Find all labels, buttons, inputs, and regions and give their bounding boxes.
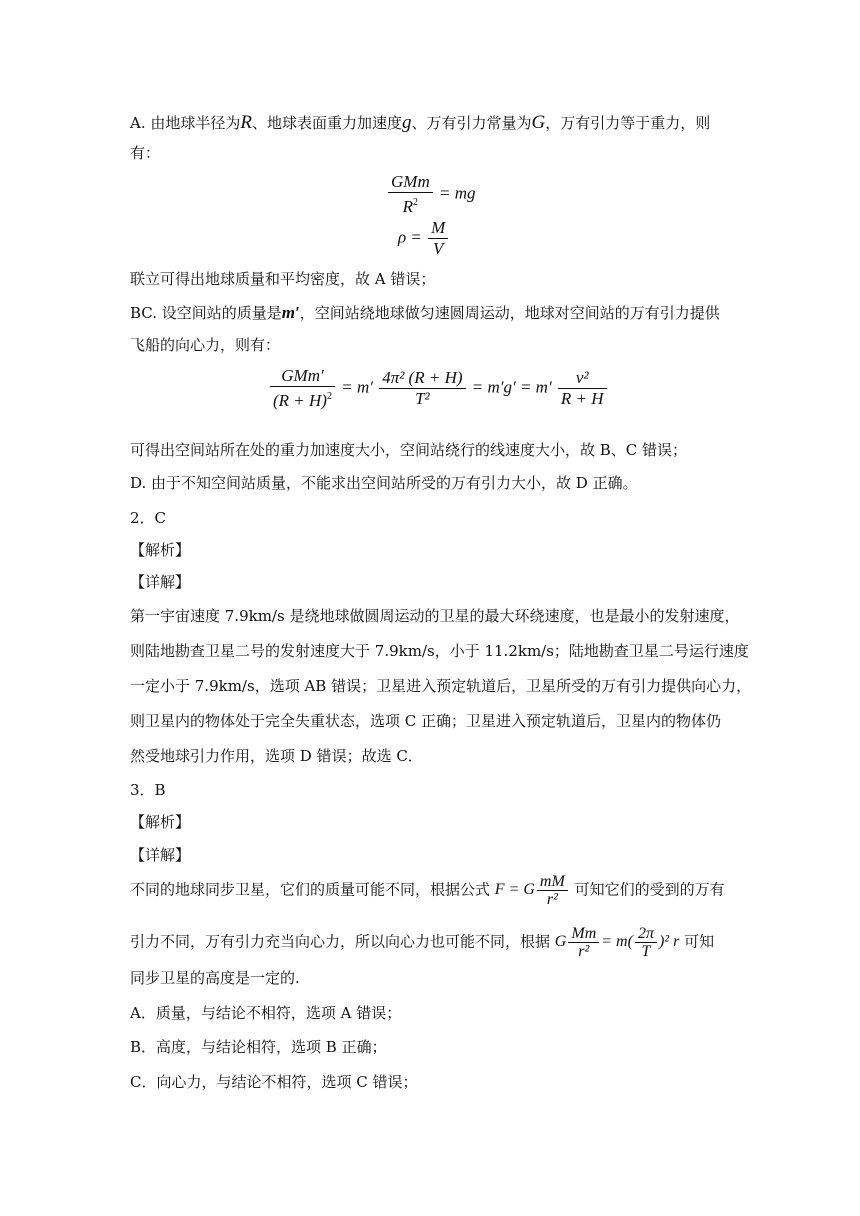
text: ，万有引力等于重力，则 <box>545 114 711 132</box>
q2-analysis-heading: 【解析】 <box>130 541 191 559</box>
q2-line: 一定小于 7.9km/s，选项 AB 错误；卫星进入预定轨道后，卫星所受的万有引力提供向心力， <box>130 677 752 695</box>
fraction <box>428 218 448 259</box>
q3-detail-heading: 【详解】 <box>130 846 191 864</box>
lhs: ρ = <box>398 227 422 247</box>
fraction-2 <box>379 368 465 409</box>
mid: = m( <box>601 933 633 951</box>
text: BC. 设空间站的质量是 <box>130 304 282 322</box>
paragraph-a-line2: 有： <box>130 144 161 162</box>
numerator: v² <box>558 368 607 389</box>
fraction-1 <box>270 366 335 411</box>
numerator: 4π² (R + H) <box>379 368 465 389</box>
denominator: r² <box>578 943 590 960</box>
q3-line2 <box>130 925 714 960</box>
denominator: R + H <box>560 389 604 408</box>
q3-line3: 同步卫星的高度是一定的. <box>130 969 300 987</box>
numerator: M <box>428 218 448 239</box>
symbol-m-prime: m′ <box>281 303 300 322</box>
text: 可知 <box>684 932 715 951</box>
denominator: T² <box>415 389 430 408</box>
lhs: F = G <box>494 881 535 899</box>
symbol-G: G <box>531 112 546 133</box>
q3-option: A．质量，与结论不相符，选项 A 错误； <box>130 1004 402 1022</box>
q3-option: C．向心力，与结论不相符，选项 C 错误； <box>130 1073 418 1091</box>
denominator: T <box>641 943 651 960</box>
fraction <box>388 172 433 217</box>
mid-1: = m′ <box>341 377 373 397</box>
paragraph-a-conclusion: 联立可得出地球质量和平均密度，故 A 错误； <box>130 270 436 288</box>
fraction-2 <box>635 925 657 960</box>
text: 不同的地球同步卫星，它们的质量可能不同，根据公式 <box>130 880 491 899</box>
text: A. 由地球半径为 <box>130 114 241 132</box>
symbol-g: g <box>402 112 412 133</box>
fraction-3 <box>558 368 607 409</box>
fraction <box>537 873 568 908</box>
text: ，空间站绕地球做匀速圆周运动，地球对空间站的万有引力提供 <box>299 304 720 322</box>
q3-analysis-heading: 【解析】 <box>130 813 191 831</box>
q2-line: 则陆地勘查卫星二号的发射速度大于 7.9km/s，小于 11.2km/s；陆地勘查卫星二号运行速度 <box>130 642 749 660</box>
numerator: GMm′ <box>270 366 335 387</box>
text: 可知它们的受到的万有 <box>574 880 725 899</box>
text: 引力不同，万有引力充当向心力，所以向心力也可能不同，根据 <box>130 932 551 951</box>
equation-density <box>398 218 450 259</box>
paragraph-d: D. 由于不知空间站质量，不能求出空间站所受的万有引力大小，故 D 正确。 <box>130 474 638 492</box>
numerator: 2π <box>635 925 657 943</box>
q2-answer: 2．C <box>130 509 167 527</box>
denominator: V <box>433 239 444 258</box>
exponent: 2 <box>326 391 332 402</box>
rhs: = mg <box>438 183 476 203</box>
mid-2: = m′g′ = m′ <box>471 377 552 397</box>
numerator: mM <box>537 873 568 891</box>
tail: )² r <box>658 933 680 951</box>
numerator: Mm <box>568 925 599 943</box>
denominator <box>388 193 433 217</box>
equation-gravity <box>386 172 475 217</box>
q2-line: 然受地球引力作用，选项 D 错误；故选 C． <box>130 747 423 765</box>
formula-F <box>495 873 570 908</box>
denominator: r² <box>546 891 558 908</box>
q3-answer: 3．B <box>130 781 166 799</box>
symbol-R: R <box>240 112 252 133</box>
q2-line: 则卫星内的物体处于完全失重状态，选项 C 正确；卫星进入预定轨道后，卫星内的物体仍 <box>130 712 722 730</box>
den-text: R <box>402 197 414 216</box>
fraction <box>568 925 599 960</box>
numerator: GMm <box>388 172 433 193</box>
paragraph-bc-line2: 飞船的向心力，则有： <box>130 336 281 354</box>
text: 、地球表面重力加速度 <box>251 114 402 132</box>
q2-line: 第一宇宙速度 7.9km/s 是绕地球做圆周运动的卫星的最大环绕速度，也是最小的发射速度， <box>130 607 740 625</box>
paragraph-a-line1 <box>130 113 710 133</box>
paragraph-bc-conclusion: 可得出空间站所在处的重力加速度大小，空间站绕行的线速度大小，故 B、C 错误； <box>130 441 688 459</box>
q3-option: B．高度，与结论相符，选项 B 正确； <box>130 1038 387 1056</box>
equation-orbit <box>268 366 609 411</box>
q2-detail-heading: 【详解】 <box>130 573 191 591</box>
exponent: 2 <box>413 197 419 208</box>
text: 、万有引力常量为 <box>411 114 532 132</box>
q3-line1 <box>130 873 725 908</box>
denominator <box>270 387 335 411</box>
den-text: (R + H) <box>273 391 327 410</box>
formula-orbit <box>555 925 680 960</box>
paragraph-bc-line1 <box>130 303 720 323</box>
lhs: G <box>554 933 567 951</box>
